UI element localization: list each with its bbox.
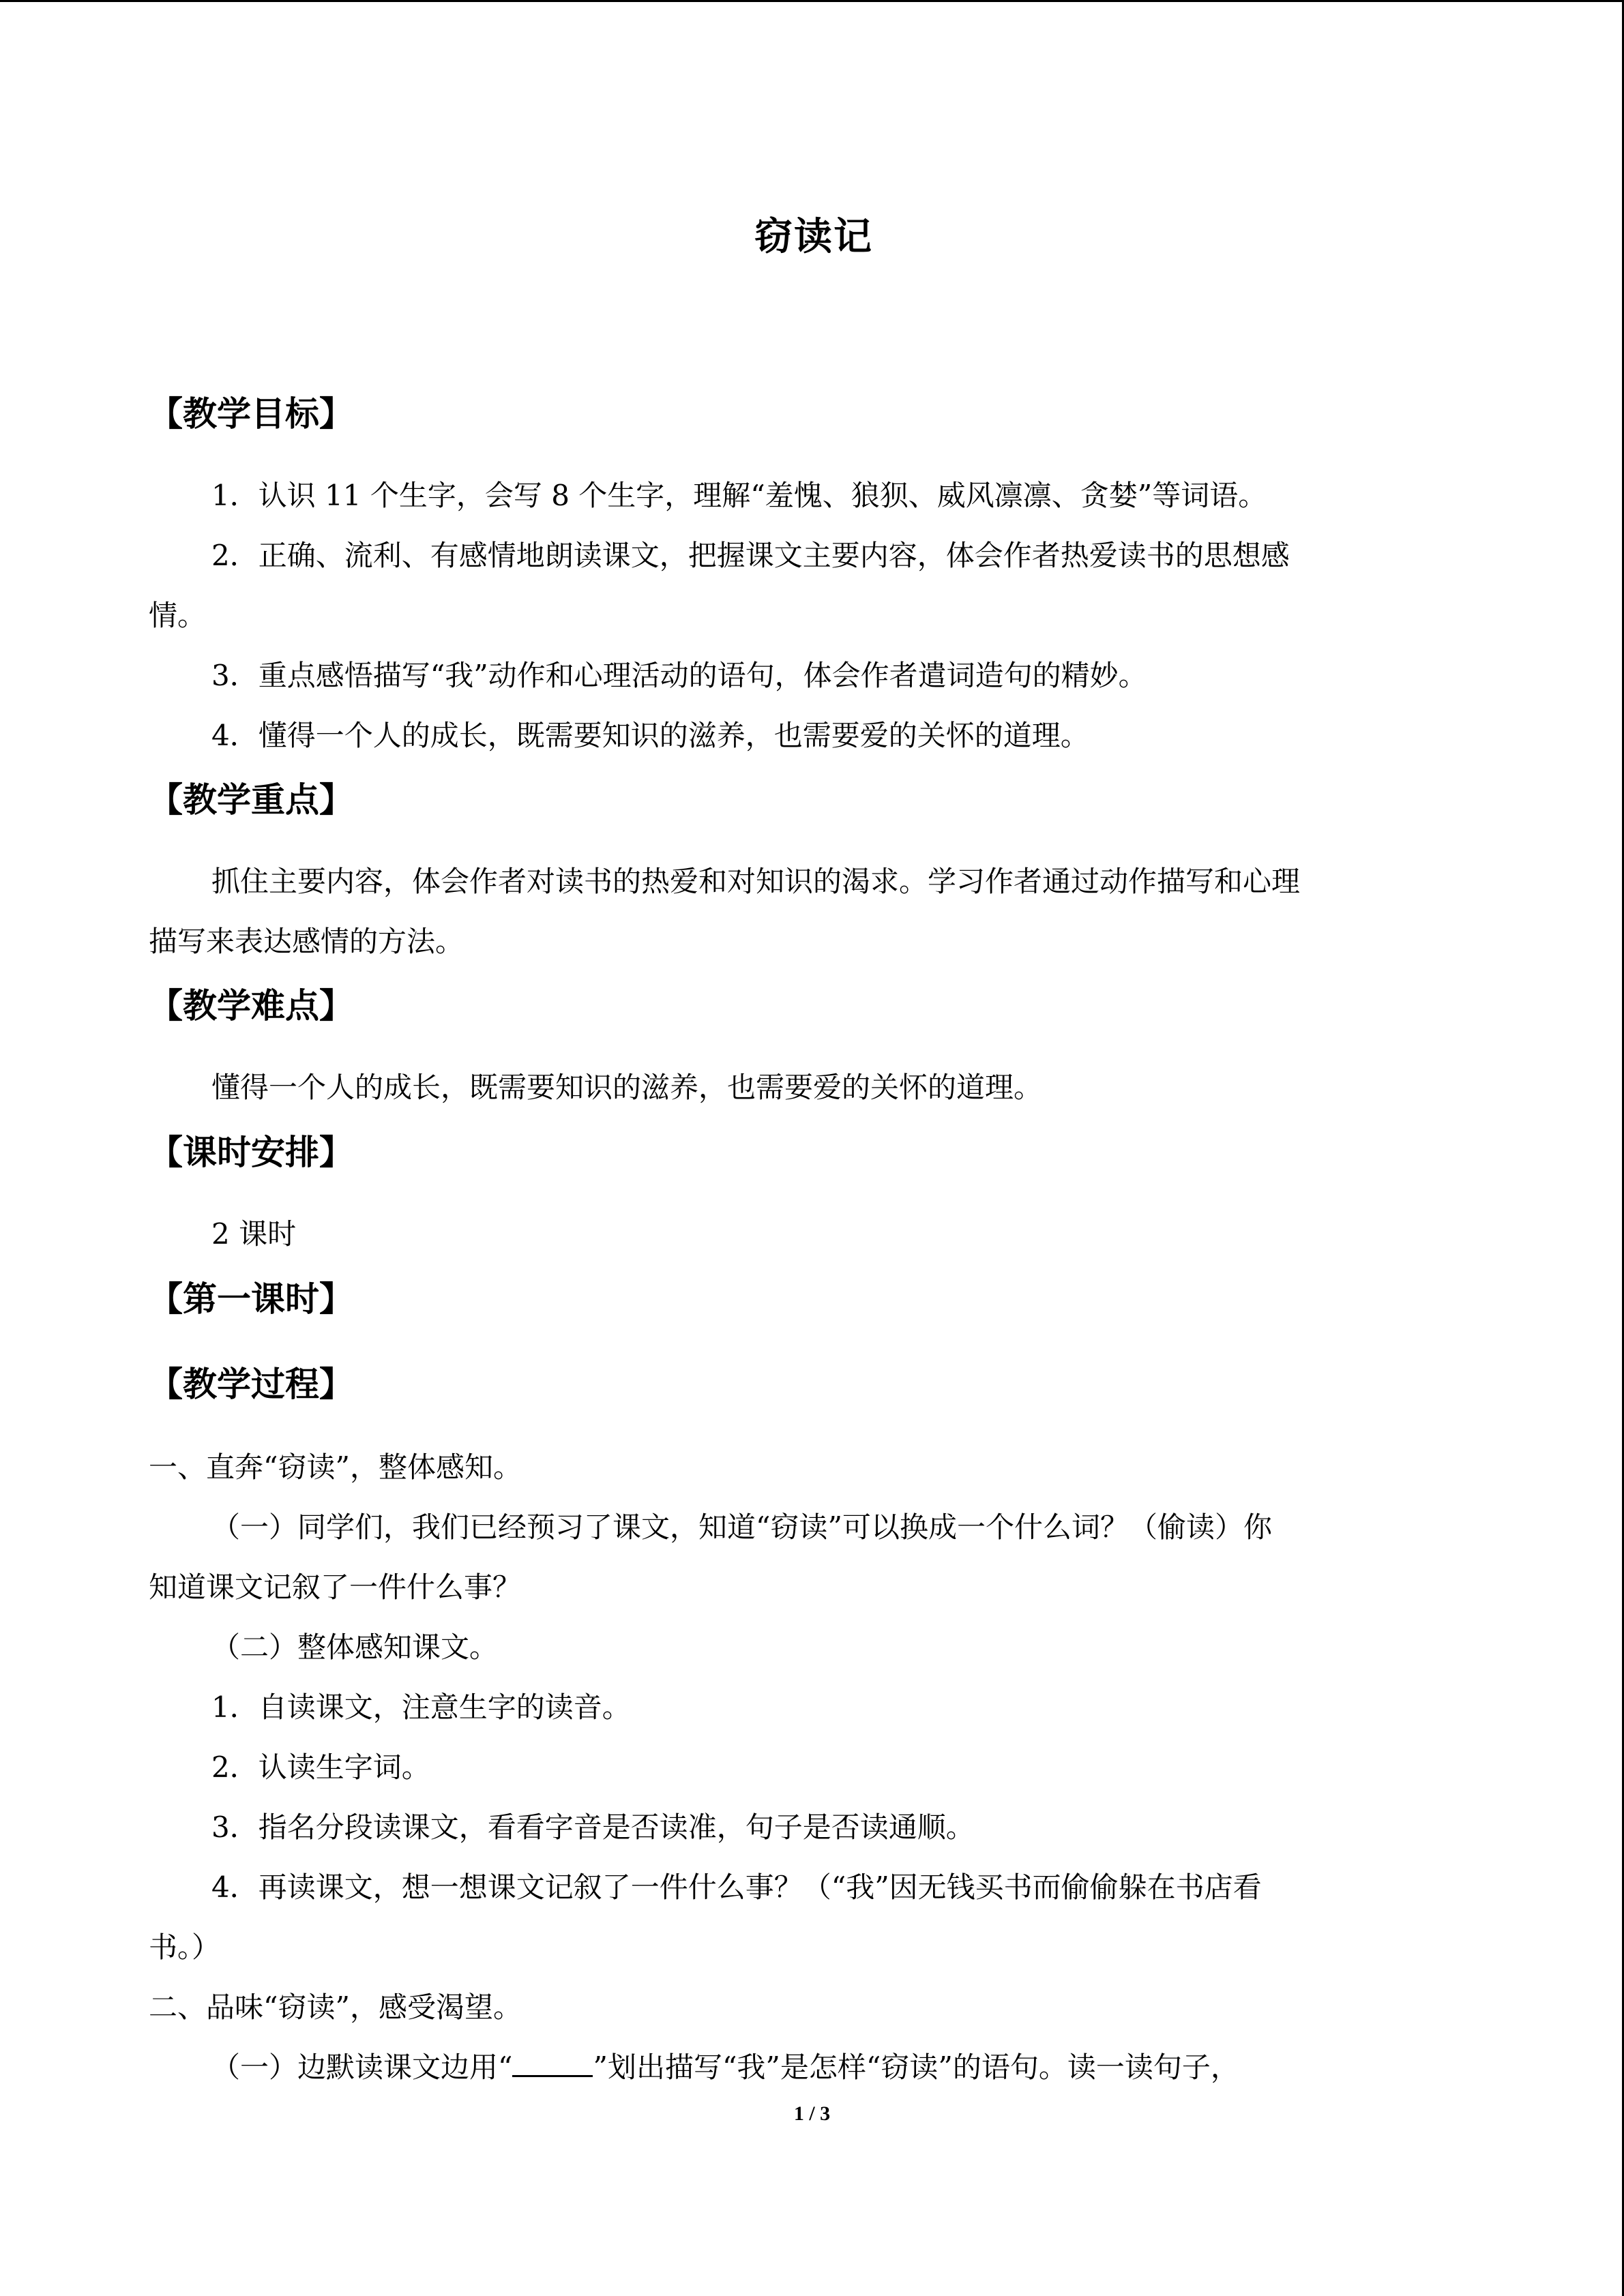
- key-points-line-1: 抓住主要内容，体会作者对读书的热爱和对知识的渴求。学习作者通过动作描写和心理: [211, 865, 1301, 898]
- heading-first-lesson: 【第一课时】: [149, 1279, 353, 1319]
- process-step-1-b: （二）整体感知课文。: [211, 1630, 499, 1664]
- objective-item-4: 4．懂得一个人的成长，既需要知识的滋养，也需要爱的关怀的道理。: [211, 719, 1089, 752]
- heading-key-points: 【教学重点】: [149, 780, 353, 820]
- difficulties-line-1: 懂得一个人的成长，既需要知识的滋养，也需要爱的关怀的道理。: [211, 1071, 1043, 1104]
- heading-objectives: 【教学目标】: [149, 394, 353, 434]
- page-top-border: [0, 0, 1624, 2]
- schedule-line-1: 2 课时: [211, 1217, 297, 1251]
- process-step-1-b-1: 1．自读课文，注意生字的读音。: [211, 1690, 631, 1724]
- process-step-1-b-2: 2．认读生字词。: [211, 1750, 430, 1784]
- process-step-1-title: 一、直奔“窃读”，整体感知。: [149, 1450, 522, 1484]
- process-step-1-a-cont: 知道课文记叙了一件什么事？: [149, 1570, 522, 1604]
- underline-blank: [512, 2052, 593, 2077]
- key-points-line-2: 描写来表达感情的方法。: [149, 925, 464, 958]
- objective-item-2-cont: 情。: [149, 599, 207, 632]
- objective-item-1: 1．认识 11 个生字，会写 8 个生字，理解“羞愧、狼狈、威风凛凛、贪婪”等词语。: [211, 479, 1267, 512]
- process-step-2-a: [149, 2038, 1524, 2098]
- process-step-1-b-4: 4．再读课文，想一想课文记叙了一件什么事？（“我”因无钱买书而偷偷躲在书店看: [211, 1870, 1262, 1904]
- heading-process: 【教学过程】: [149, 1365, 353, 1404]
- objective-item-2: 2．正确、流利、有感情地朗读课文，把握课文主要内容，体会作者热爱读书的思想感: [211, 539, 1290, 572]
- process-step-1-b-4-cont: 书。）: [149, 1930, 221, 1964]
- process-step-2-a-before: （一）边默读课文边用“: [211, 2051, 513, 2084]
- page-number: 1 / 3: [793, 2102, 831, 2125]
- process-step-1-b-3: 3．指名分段读课文，看看字音是否读准，句子是否读通顺。: [211, 1810, 975, 1844]
- process-step-2-a-after: ”划出描写“我”是怎样“窃读”的语句。读一读句子，: [593, 2051, 1239, 2084]
- document-title: 窃读记: [754, 215, 873, 259]
- heading-schedule: 【课时安排】: [149, 1133, 353, 1172]
- objective-item-3: 3．重点感悟描写“我”动作和心理活动的语句，体会作者遣词造句的精妙。: [211, 659, 1147, 692]
- process-step-2-title: 二、品味“窃读”，感受渴望。: [149, 1991, 522, 2024]
- process-step-1-a: （一）同学们，我们已经预习了课文，知道“窃读”可以换成一个什么词？（偷读）你: [211, 1510, 1272, 1544]
- heading-difficulties: 【教学难点】: [149, 986, 353, 1026]
